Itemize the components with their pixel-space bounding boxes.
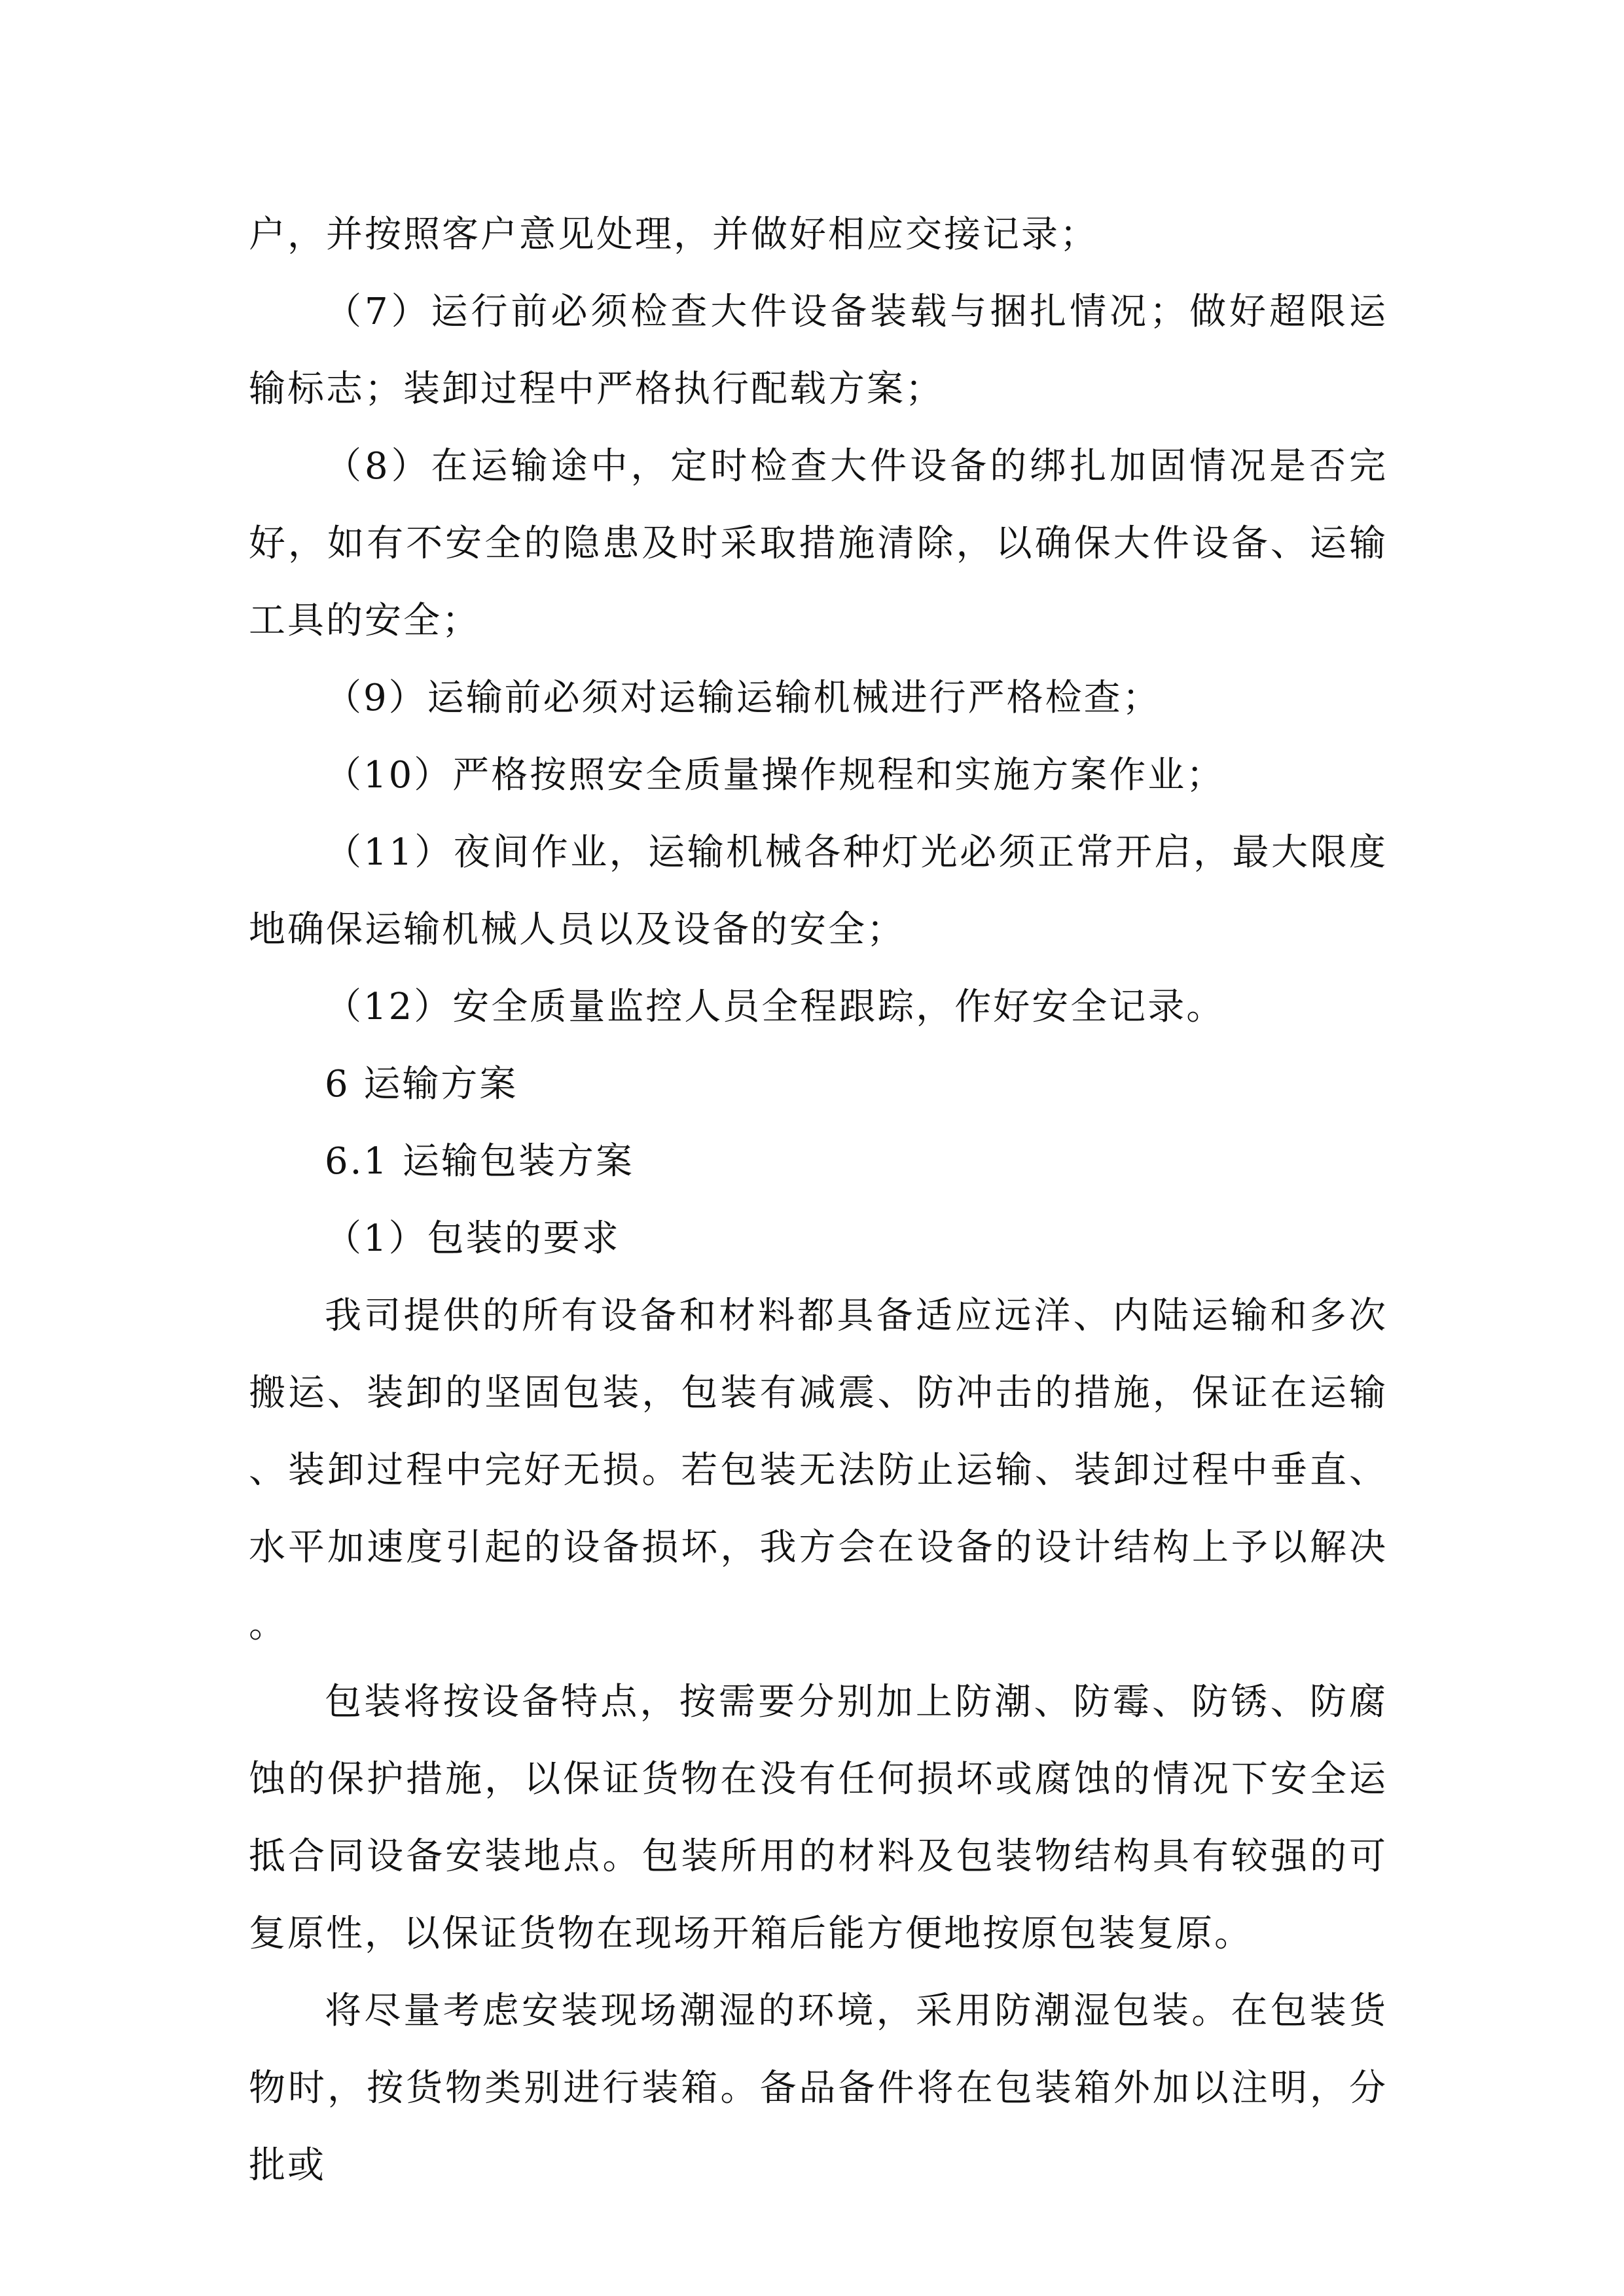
paragraph-item-8: （8）在运输途中，定时检查大件设备的绑扎加固情况是否完好，如有不安全的隐患及时采取措施清除，以确保大件设备、运输工具的安全； <box>249 445 1388 642</box>
paragraph-item-12: （12）安全质量监控人员全程跟踪，作好安全记录。 <box>325 986 1225 1028</box>
paragraph-item-7: （7）运行前必须检查大件设备装载与捆扎情况；做好超限运输标志；装卸过程中严格执行配载方案； <box>249 291 1388 410</box>
paragraph-item-11: （11）夜间作业，运输机械各种灯光必须正常开启，最大限度地确保运输机械人员以及设备的安全； <box>249 831 1388 951</box>
subheading-packaging-requirements: （1）包装的要求 <box>325 1217 621 1260</box>
paragraph-packaging-protection: 包装将按设备特点，按需要分别加上防潮、防霉、防锈、防腐蚀的保护措施，以保证货物在没有任何损坏或腐蚀的情况下安全运抵合同设备安装地点。包装所用的材料及包装物结构具有较强的可复原性，以保证货物在现场开箱后能方便地按原包装复原。 <box>249 1681 1388 1955</box>
paragraph-item-9: （9）运输前必须对运输运输机械进行严格检查； <box>325 677 1161 719</box>
section-heading-6-1: 6.1 运输包装方案 <box>325 1140 634 1183</box>
document-body <box>249 196 1388 2204</box>
paragraph-packaging-durability: 我司提供的所有设备和材料都具备适应远洋、内陆运输和多次搬运、装卸的坚固包装，包装有减震、防冲击的措施，保证在运输、装卸过程中完好无损。若包装无法防止运输、装卸过程中垂直、水平加速度引起的设备损坏，我方会在设备的设计结构上予以解决。 <box>249 1295 1388 1646</box>
paragraph-item-10: （10）严格按照安全质量操作规程和实施方案作业； <box>325 754 1225 797</box>
paragraph-moisture-proof: 将尽量考虑安装现场潮湿的环境，采用防潮湿包装。在包装货物时，按货物类别进行装箱。备品备件将在包装箱外加以注明，分批或 <box>249 1990 1388 2187</box>
paragraph-handover-record: 户，并按照客户意见处理，并做好相应交接记录； <box>249 213 1098 256</box>
section-heading-6: 6 运输方案 <box>325 1063 518 1105</box>
